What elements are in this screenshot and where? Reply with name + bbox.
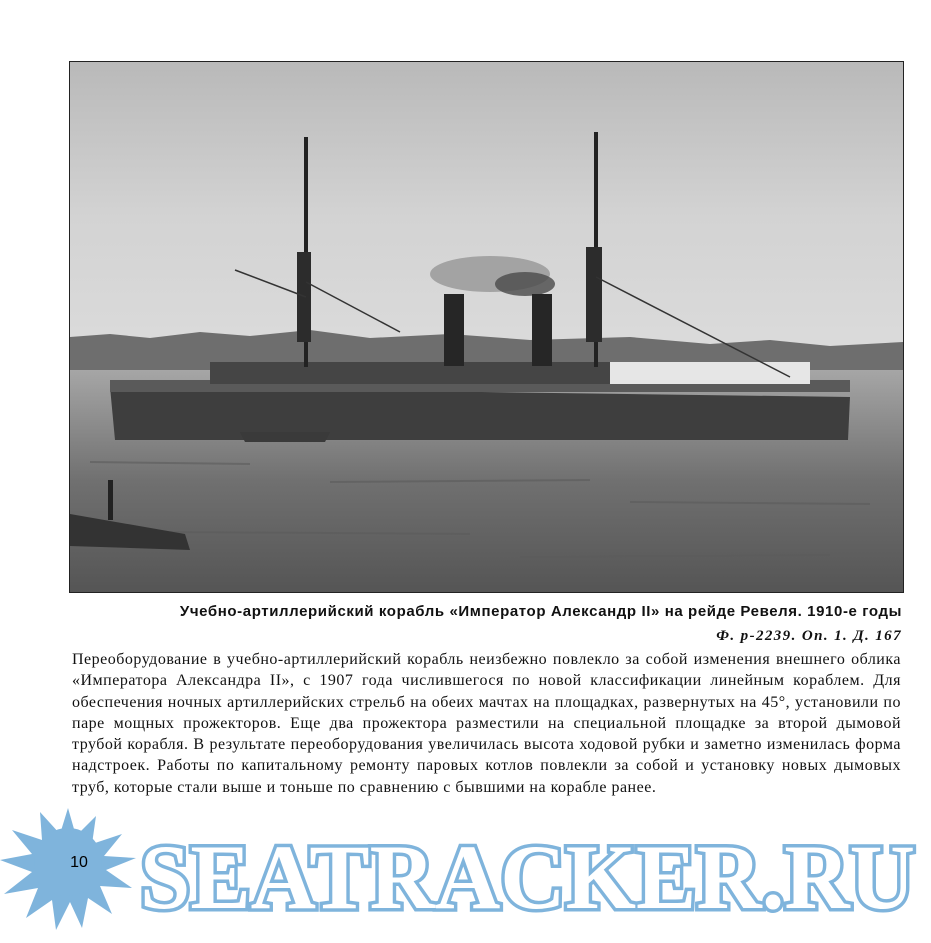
figure-caption-title: Учебно-артиллерийский корабль «Император Александр II» на рейде Ревеля. 1910-е годы bbox=[179, 603, 902, 620]
watermark-text: SEATRACKER.RU bbox=[140, 826, 915, 928]
page-number: 10 bbox=[70, 854, 88, 871]
seatracker-logo bbox=[0, 808, 931, 943]
sun-burst-icon bbox=[0, 808, 136, 930]
ship-photograph bbox=[69, 61, 904, 593]
body-paragraph: Переоборудование в учебно-артиллерийский корабль неизбежно повлекло за собой изменения внешнего облика «Императора Александра II», с 1907 года числившегося по новой классификации линейным кораблем. Для обеспечения ночных артиллерийских стрельб на обеих мачтах на площадках, развернутых на 45°, установили по паре мощных прожекторов. Еще два прожектора разместили на специальной площадке за второй дымовой трубой корабля. В результате переоборудования увеличилась высота ходовой рубки и заметно изменилась форма надстроек. Работы по капитальному ремонту паровых котлов повлекли за собой и установку новых дымовых труб, которые стали выше и тоньше по сравнению с бывшими на корабле ранее. bbox=[72, 651, 901, 796]
ship-photo-drawing bbox=[70, 62, 903, 592]
figure-caption-source: Ф. р-2239. Оп. 1. Д. 167 bbox=[716, 628, 902, 644]
